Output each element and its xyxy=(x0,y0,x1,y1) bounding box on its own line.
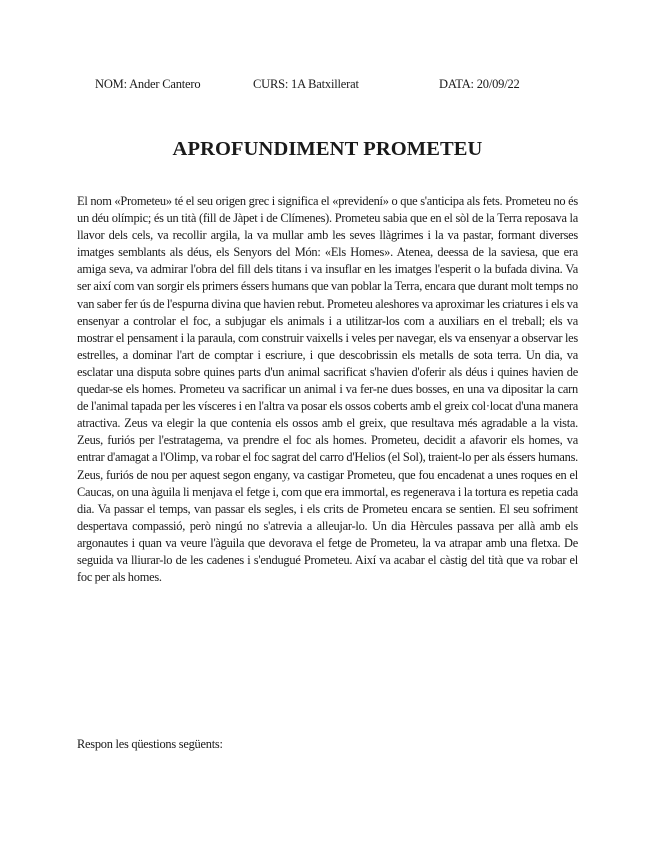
document-date: DATA: 20/09/22 xyxy=(439,77,520,91)
questions-label: Respon les qüestions següents: xyxy=(77,737,223,751)
body-paragraph: El nom «Prometeu» té el seu origen grec i significa el «previdení» o que s'anticipa als fets. Prometeu no és un déu olímpic; és un tità (fill de Jàpet i de Clímenes). Prometeu sabia que en el sòl de la Terra reposava la llavor dels cels, va recollir argila, la va mullar amb les seves llàgrimes i la va pastar, formant diverses imatges semblants als déus, els Senyors del Món: «Els Homes». Atenea, deessa de la saviesa, que era amiga seva, va admirar l'obra del fill dels titans i va insuflar en les imatges l'esperit o la bufada divina. Va ser així com van sorgir els primers éssers humans que van poblar la Terra, encara que durant molt temps no van saber fer ús de l'espurna divina que havien rebut. Prometeu aleshores va aproximar les criatures i els va ensenyar a controlar el foc, a subjugar els animals i a utilitzar-los com a auxiliars en el treball; els va mostrar el pensament i la paraula, com construir vaixells i veles per navegar, els va ensenyar a observar les estrelles, a dominar l'art de comptar i escriure, i que descobrissin els metalls de sota terra. Un dia, va esclatar una disputa sobre quines parts d'un animal sacrificat s'havien d'oferir als déus i quines havien de quedar-se els homes. Prometeu va sacrificar un animal i va fer-ne dues bosses, en una va dipositar la carn de l'animal tapada per les vísceres i en l'altra va posar els ossos coberts amb el greix col·locat d'una manera atractiva. Zeus va elegir la que contenia els ossos amb el greix, que resultava més agradable a la vista. Zeus, furiós per l'estratagema, va prendre el foc als homes. Prometeu, decidit a afavorir els homes, va entrar d'amagat a l'Olimp, va robar el foc sagrat del carro d'Helios (el Sol), traient-lo per als éssers humans. Zeus, furiós de nou per aquest segon engany, va castigar Prometeu, que fou encadenat a unes roques en el Caucas, on una àguila li menjava el fetge i, com que era immortal, es regenerava i la tortura es repetia cada dia. Va passar el temps, van passar els segles, i els crits de Prometeu encara se sentien. El seu sofriment despertava compassió, però ningú no s'atrevia a alleujar-lo. Un dia Hèrcules passava per allà amb els argonautes i quan va veure l'àguila que devorava el fetge de Prometeu, la va atrapar amb una fletxa. De seguida va lliurar-lo de les cadenes i s'endugué Prometeu. Així va acabar el càstig del tità que va robar el foc per als homes. xyxy=(77,194,578,585)
student-name: NOM: Ander Cantero xyxy=(95,77,201,91)
student-course: CURS: 1A Batxillerat xyxy=(253,77,359,91)
page-title: APROFUNDIMENT PROMETEU xyxy=(172,138,483,160)
